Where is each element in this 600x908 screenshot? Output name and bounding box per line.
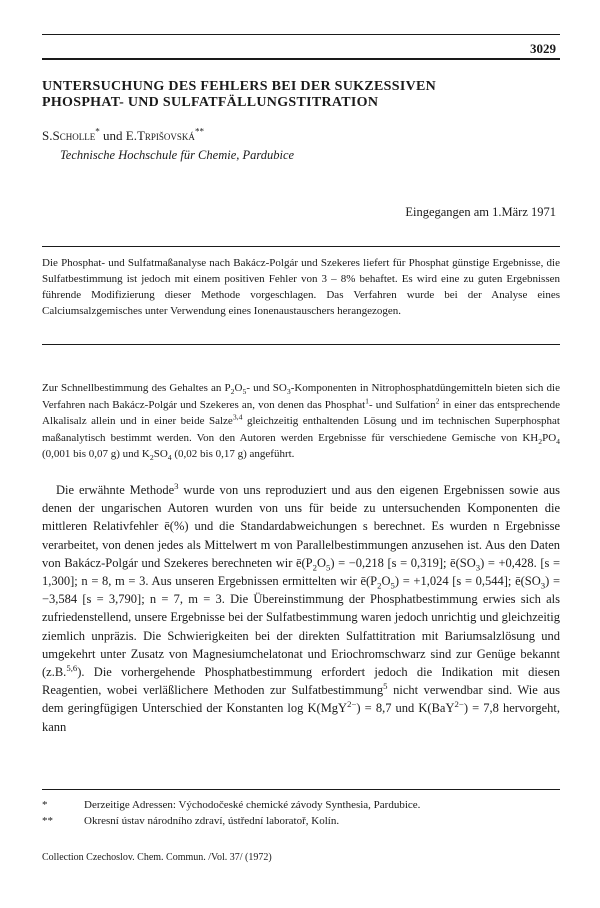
author-1-initial: S.	[42, 128, 53, 143]
body-text: ) = 7,8 hervorgeht, kann	[42, 701, 560, 734]
article-title	[42, 79, 562, 111]
charge-superscript: 2−	[347, 699, 357, 710]
intro-text: (0,02 bis 0,17 g) angeführt.	[171, 448, 295, 460]
footnote-rule	[42, 789, 560, 790]
footnote	[42, 813, 560, 829]
body-text: ) = 8,7 und K(BaY	[356, 701, 455, 716]
reference-mark: 2	[435, 395, 440, 405]
intro-text: Zur Schnellbestimmung des Gehaltes an P	[42, 382, 231, 394]
intro-text: gleichzeitig enthaltenden Lösung und im technischen Superphosphat maßanalytisch bestimmt werden. Von den Autoren werden Ergebnisse für verschiedene Gemische von KH	[42, 415, 560, 444]
abstract-rule-top	[42, 246, 560, 247]
author-1-name: Scholle	[52, 128, 96, 143]
intro-paragraph	[42, 380, 560, 463]
subscript: 4	[167, 453, 172, 463]
body-text: ) = +0,428. [s = 1,300]; n = 8, m = 3. Aus unseren Ergebnissen ermittelten wir ē(P	[42, 555, 560, 589]
body-text: Die erwähnte Methode	[56, 483, 175, 497]
subscript: 2	[230, 387, 235, 397]
subscript: 3	[475, 562, 481, 573]
subscript: 5	[242, 387, 247, 397]
body-text: ). Die vorhergehende Phosphatbestimmung erfordert jedoch die Indikation mit diesen Reagentien, wobei verläßlichere Methoden zur Sulfatbestimmung	[42, 665, 560, 698]
footnote-text: Derzeitige Adressen: Východočeské chemické závody Synthesia, Pardubice.	[84, 799, 421, 811]
author-2-footnote-mark: **	[194, 126, 205, 137]
subscript: 2	[377, 580, 382, 591]
body-text: O	[317, 555, 327, 570]
subscript: 2	[149, 453, 154, 463]
body-text: ) = +1,024 [s = 0,544]; ē(SO	[394, 574, 541, 589]
subscript: 4	[556, 436, 560, 446]
author-2-initial: E.	[125, 128, 137, 143]
subscript: 3	[540, 580, 546, 591]
author-conjunction: und	[103, 128, 123, 143]
affiliation: Technische Hochschule für Chemie, Pardubice	[60, 148, 295, 162]
title-line-1: UNTERSUCHUNG DES FEHLERS BEI DER SUKZESSIVEN	[42, 79, 437, 94]
author-line	[42, 128, 204, 144]
reference-mark: 5,6	[66, 662, 78, 673]
intro-text: O	[234, 382, 243, 394]
intro-text: in einer das entsprechende Alkalisalz allein und in einer beide Salze	[42, 398, 560, 427]
body-text: ) = −3,584 [s = 3,790]; n = 7, m = 3. Die Übereinstimmung der Phosphatbestimmung erwies sich als zufriedenstellend, unsere Ergebnisse bei der Sulfatbestimmung waren jedoch unrichtig und gleichzeitig ziemlich unpräzis. Die Schwierigkeiten bei der direkten Sulfattitration mit Bariumsalzlösung und umgekehrt unter Zusatz von Magnesiumchelatonat und Eriochromschwarz sind zur Genüge bekannt (z.B.	[42, 574, 561, 680]
author-2-name: Trpišovská	[136, 128, 195, 143]
footnotes	[42, 797, 560, 829]
intro-text: - und SO	[246, 382, 287, 394]
footnote-mark: **	[42, 815, 53, 827]
subscript: 3	[286, 387, 291, 397]
abstract: Die Phosphat- und Sulfatmaßanalyse nach Bakácz-Polgár und Szekeres liefert für Phosphat günstige Ergebnisse, die Sulfatbestimmung ist jedoch mit einem positiven Fehler von 3 – 8% behaftet. Es wird eine zu guten Ergebnissen führende Modifizierung dieser Methode vorgeschlagen. Das Verfahren wurde bei der Analyse eines Calciumsalzgemisches unter Verwendung eines Ionenaustauschers herangezogen.	[42, 257, 560, 317]
intro-text: -Komponenten in Nitrophosphatdüngemitteln bieten sich die Verfahren nach Bakácz-Polgár und Szekeres an, von denen das Phosphat	[42, 382, 560, 411]
subscript: 2	[538, 436, 543, 446]
author-1-footnote-mark: *	[95, 126, 100, 137]
body-text: ) = −0,218 [s = 0,319]; ē(SO	[330, 555, 476, 570]
header-rule	[42, 58, 560, 60]
top-rule	[42, 34, 560, 35]
received-date: Eingegangen am 1.März 1971	[405, 205, 556, 219]
subscript: 2	[312, 562, 317, 573]
intro-text: SO	[153, 448, 168, 460]
body-text: O	[381, 574, 391, 589]
reference-mark: 3,4	[232, 412, 243, 422]
intro-text: - und Sulfation	[369, 398, 436, 411]
subscript: 5	[390, 580, 395, 591]
reference-mark: 1	[365, 395, 369, 405]
footnote-text: Okresní ústav národního zdraví, ústřední laboratoř, Kolín.	[84, 815, 340, 827]
charge-superscript: 2−	[454, 699, 464, 710]
body-text: nicht verwendbar sind. Wie aus dem geringfügigen Unterschied der Konstanten log K(MgY	[42, 683, 560, 716]
intro-text: (0,001 bis 0,07 g) und K	[42, 448, 150, 460]
intro-text: PO	[542, 431, 557, 444]
reference-mark: 3	[174, 480, 179, 491]
journal-citation-footer: Collection Czechoslov. Chem. Commun. /Vol. 37/ (1972)	[42, 852, 272, 863]
footnote-mark: *	[42, 799, 48, 811]
title-line-2: PHOSPHAT- UND SULFATFÄLLUNGSTITRATION	[42, 95, 379, 110]
subscript: 5	[326, 562, 331, 573]
footnote	[42, 797, 560, 813]
reference-mark: 5	[383, 681, 388, 692]
page-number: 3029	[530, 41, 556, 56]
body-text: wurde von uns reproduziert und aus den eigenen Ergebnissen sowie aus denen der ungarischen Autoren wurden von uns für beide zu untersuchenden Komponenten die mittleren Relativfehler ē(%) und die Standardabweichungen s berechnet. Es wurden n Ergebnisse verarbeitet, von denen jedes als Mittelwert m von Parallelbestimmungen anzusehen ist. Aus den Daten von Bakácz-Polgár und Szekeres berechneten wir ē(P	[42, 483, 560, 570]
abstract-rule-bottom	[42, 344, 560, 345]
body-paragraph	[42, 481, 560, 736]
